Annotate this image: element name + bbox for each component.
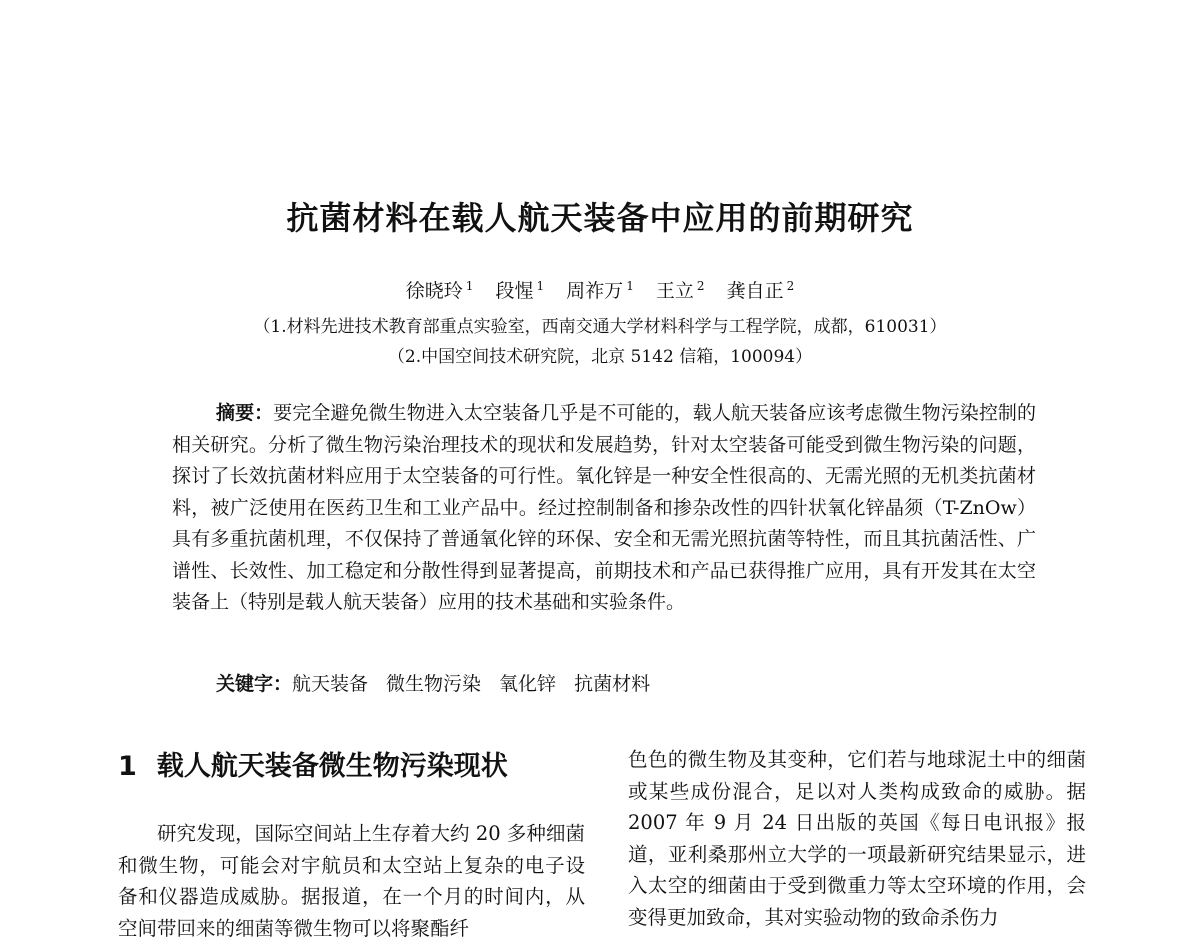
body-text-right-column: 色色的微生物及其变种，它们若与地球泥土中的细菌或某些成份混合，足以对人类构成致命的威胁。据 2007 年 9 月 24 日出版的英国《每日电讯报》报道，亚利桑那州立大学的一项最新研究结果显示，进入太空的细菌由于受到微重力等太空环境的作用，会变得更加致命，其对实验动物的致命杀伤力 — [628, 748, 1086, 929]
author: 周祚万 $^1$ — [566, 278, 634, 302]
body-text-left-column: 研究发现，国际空间站上生存着大约 20 多种细菌和微生物，可能会对宇航员和太空站上复杂的电子设备和仪器造成威胁。据报道，在一个月的时间内，从空间带回来的细菌等微生物可以将聚酯纤 — [118, 822, 585, 940]
section-number: 1 — [118, 751, 137, 782]
author: 徐晓玲 $^1$ — [405, 278, 474, 302]
section-heading — [118, 744, 508, 783]
keyword: 微生物污染 — [386, 673, 482, 695]
author: 段惺 $^1$ — [495, 278, 545, 302]
keyword: 氧化锌 — [499, 673, 557, 695]
paper-title: 抗菌材料在载人航天装备中应用的前期研究 — [286, 199, 914, 237]
author: 王立 $^2$ — [655, 278, 705, 302]
keywords — [216, 669, 668, 696]
abstract-label: 摘要： — [216, 402, 274, 424]
section-title: 载人航天装备微生物污染现状 — [156, 751, 508, 782]
abstract — [172, 398, 1036, 619]
keyword: 抗菌材料 — [574, 673, 651, 695]
affiliation-1: （1.材料先进技术教育部重点实验室，西南交通大学材料科学与工程学院，成都，610031） — [253, 317, 947, 337]
abstract-text: 要完全避免微生物进入太空装备几乎是不可能的，载人航天装备应该考虑微生物污染控制的相关研究。分析了微生物污染治理技术的现状和发展趋势，针对太空装备可能受到微生物污染的问题，探讨了长效抗菌材料应用于太空装备的可行性。氧化锌是一种安全性很高的、无需光照的无机类抗菌材料，被广泛使用在医药卫生和工业产品中。经过控制制备和掺杂改性的四针状氧化锌晶须（T-ZnOw）具有多重抗菌机理，不仅保持了普通氧化锌的环保、安全和无需光照抗菌等特性，而且其抗菌活性、广谱性、长效性、加工稳定和分散性得到显著提高，前期技术和产品已获得推广应用，具有开发其在太空装备上（特别是载人航天装备）应用的技术基础和实验条件。 — [172, 402, 1036, 613]
author: 龚自正 $^2$ — [726, 278, 795, 302]
author-list — [0, 276, 1200, 303]
keywords-label: 关键字： — [216, 673, 293, 695]
affiliation-2: （2.中国空间技术研究院，北京 5142 信箱，100094） — [387, 347, 813, 367]
keyword: 航天装备 — [292, 673, 369, 695]
